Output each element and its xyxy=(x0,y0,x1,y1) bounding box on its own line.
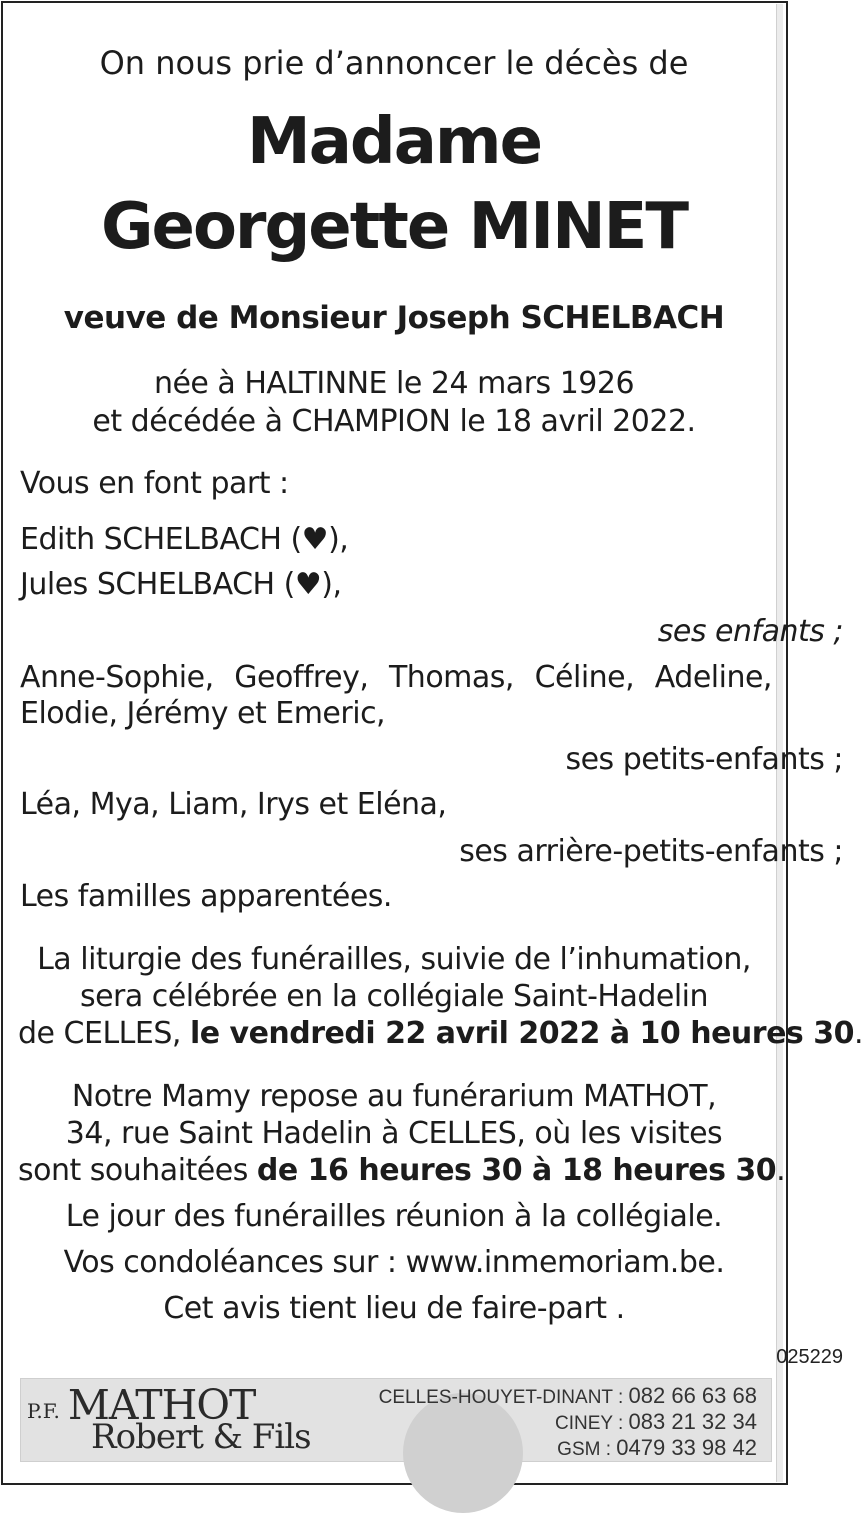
liturgy-prefix: de CELLES, xyxy=(18,1016,190,1051)
brand-subtitle: Robert & Fils xyxy=(91,1417,311,1457)
phone-place: CINEY : xyxy=(554,1413,624,1434)
gathering-text: Le jour des funérailles réunion à la collégiale. xyxy=(65,1199,723,1234)
grandchild-3: Thomas, xyxy=(388,660,514,695)
grandchildren-label: ses petits-enfants ; xyxy=(565,742,843,777)
families-text: Les familles apparentées. xyxy=(20,879,392,914)
reference-number: 025229 xyxy=(776,1346,843,1368)
child-1: Edith SCHELBACH (♥), xyxy=(20,522,349,557)
children-label: ses enfants ; xyxy=(657,614,843,649)
liturgy-line-3 xyxy=(18,1016,863,1051)
funeral-home-banner xyxy=(20,1378,772,1462)
liturgy-line-2: sera célébrée en la collégiale Saint-Hadelin xyxy=(79,979,709,1014)
phone-row-2 xyxy=(555,1409,757,1435)
death-line: et décédée à CHAMPION le 18 avril 2022. xyxy=(92,404,696,439)
phone-number: 083 21 32 34 xyxy=(628,1409,757,1434)
rest-prefix: sont souhaitées xyxy=(18,1153,257,1188)
phone-place: GSM : xyxy=(557,1439,612,1460)
phone-place: CELLES-HOUYET-DINANT : xyxy=(378,1387,624,1408)
phone-number: 0479 33 98 42 xyxy=(616,1435,757,1460)
intro-text: On nous prie d’annoncer le décès de xyxy=(99,44,689,82)
brand-name: MATHOT xyxy=(67,1381,256,1429)
grandchild-2: Geoffrey, xyxy=(234,660,369,695)
visiting-hours: de 16 heures 30 à 18 heures 30 xyxy=(256,1153,777,1188)
grandchild-5: Adeline, xyxy=(654,660,772,695)
funeral-datetime: le vendredi 22 avril 2022 à 10 heures 30 xyxy=(189,1016,854,1051)
liturgy-line-1: La liturgie des funérailles, suivie de l’inhumation, xyxy=(37,942,751,977)
grandchild-4: Céline, xyxy=(534,660,635,695)
pf-label: P.F. xyxy=(27,1399,60,1423)
phone-number: 082 66 63 68 xyxy=(628,1383,757,1408)
grandchild-1: Anne-Sophie, xyxy=(20,660,214,695)
rest-suffix: . xyxy=(776,1153,786,1188)
rest-line-1: Notre Mamy repose au funérarium MATHOT, xyxy=(71,1079,717,1114)
great-grandchildren-label: ses arrière-petits-enfants ; xyxy=(459,834,843,869)
rest-line-3 xyxy=(18,1153,786,1188)
phone-row-1 xyxy=(379,1383,757,1409)
decorative-circle xyxy=(403,1393,523,1513)
condolences-text: Vos condoléances sur : www.inmemoriam.be. xyxy=(63,1245,725,1280)
great-grandchildren: Léa, Mya, Liam, Irys et Eléna, xyxy=(20,787,447,822)
liturgy-suffix: . xyxy=(853,1016,863,1051)
birth-line: née à HALTINNE le 24 mars 1926 xyxy=(153,366,635,401)
grandchildren-line-2: Elodie, Jérémy et Emeric, xyxy=(20,696,386,731)
phone-row-3 xyxy=(557,1435,757,1461)
deceased-name: Georgette MINET xyxy=(101,190,687,264)
grandchildren-line-1 xyxy=(20,661,772,695)
widow-of: veuve de Monsieur Joseph SCHELBACH xyxy=(63,300,725,336)
notice-text: Cet avis tient lieu de faire-part . xyxy=(163,1291,625,1326)
child-2: Jules SCHELBACH (♥), xyxy=(20,567,342,602)
rest-line-2: 34, rue Saint Hadelin à CELLES, où les visites xyxy=(65,1116,723,1151)
announce-text: Vous en font part : xyxy=(20,466,289,501)
title-line-1: Madame xyxy=(247,105,541,179)
